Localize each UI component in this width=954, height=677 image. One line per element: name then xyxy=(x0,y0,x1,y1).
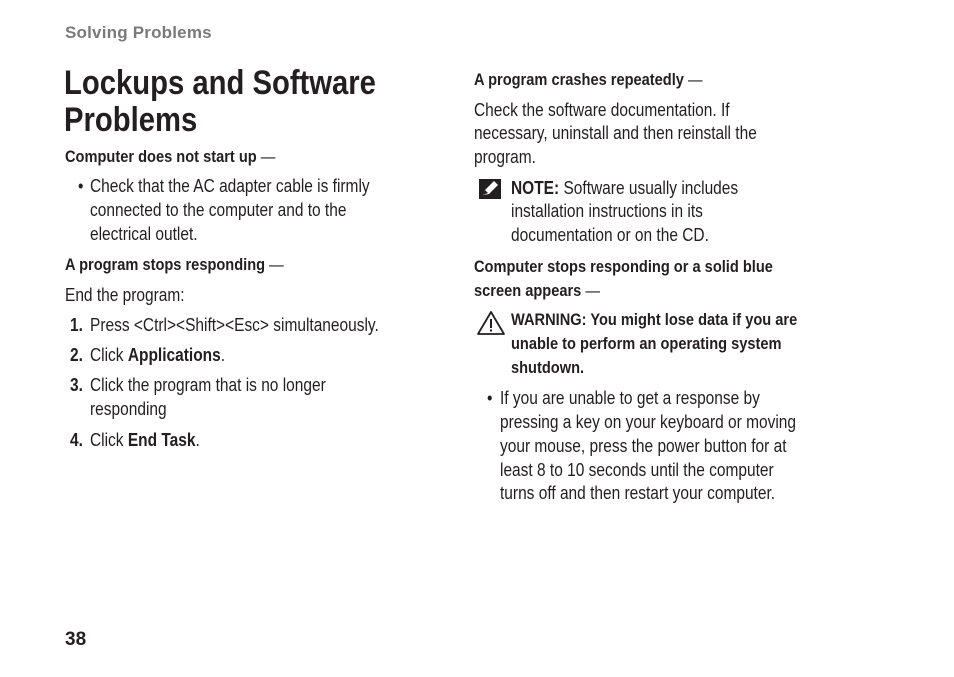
step-number: 3. xyxy=(70,375,83,395)
heading-computer-stops-responding: Computer stops responding or a solid blue xyxy=(474,257,773,276)
page-title-line-2: Problems xyxy=(64,101,198,139)
s4-bullet-line: If you are unable to get a response by xyxy=(500,388,760,408)
step-number: 2. xyxy=(70,345,83,365)
section-label: Solving Problems xyxy=(65,23,212,42)
s1-bullet-line: connected to the computer and to the xyxy=(90,200,347,220)
heading-program-stops-responding: A program stops responding — xyxy=(65,255,284,274)
page-number: 38 xyxy=(65,629,87,650)
page-title xyxy=(64,65,376,139)
warning-line: unable to perform an operating system xyxy=(511,334,782,353)
step-text: Click Applications. xyxy=(90,345,226,365)
end-program-intro: End the program: xyxy=(65,285,185,305)
note-line: documentation or on the CD. xyxy=(511,225,709,245)
warning-line: shutdown. xyxy=(511,358,585,377)
warning-triangle-icon xyxy=(476,310,506,336)
s4-bullet-line: turns off and then restart your computer. xyxy=(500,483,776,503)
heading-program-crashes: A program crashes repeatedly — xyxy=(474,70,703,89)
step-text: Click the program that is no longer xyxy=(90,375,326,395)
s3-text-line: necessary, uninstall and then reinstall the xyxy=(474,123,757,143)
warning-line: WARNING: You might lose data if you are xyxy=(511,310,798,329)
heading-computer-stops-responding-2: screen appears — xyxy=(474,281,600,300)
page-title-line-1: Lockups and Software xyxy=(64,64,376,102)
s3-text-line: program. xyxy=(474,147,536,167)
s1-bullet-line: Check that the AC adapter cable is firmly xyxy=(90,176,370,196)
step-text: Press <Ctrl><Shift><Esc> simultaneously. xyxy=(90,315,379,335)
bullet-marker: • xyxy=(487,388,493,408)
step-text: Click End Task. xyxy=(90,430,200,450)
s4-bullet-line: least 8 to 10 seconds until the computer xyxy=(500,460,774,480)
s1-bullet-line: electrical outlet. xyxy=(90,224,198,244)
s3-text-line: Check the software documentation. If xyxy=(474,100,730,120)
step-text: responding xyxy=(90,399,167,419)
note-line: installation instructions in its xyxy=(511,201,703,221)
s4-bullet-line: your mouse, press the power button for at xyxy=(500,436,787,456)
s4-bullet-line: pressing a key on your keyboard or moving xyxy=(500,412,797,432)
heading-computer-does-not-start: Computer does not start up — xyxy=(65,147,276,166)
step-number: 4. xyxy=(70,430,83,450)
pencil-note-icon xyxy=(478,178,502,200)
note-line: NOTE: Software usually includes xyxy=(511,178,739,198)
step-number: 1. xyxy=(70,315,83,335)
note-label: NOTE: xyxy=(511,178,560,198)
bullet-marker: • xyxy=(78,176,84,196)
